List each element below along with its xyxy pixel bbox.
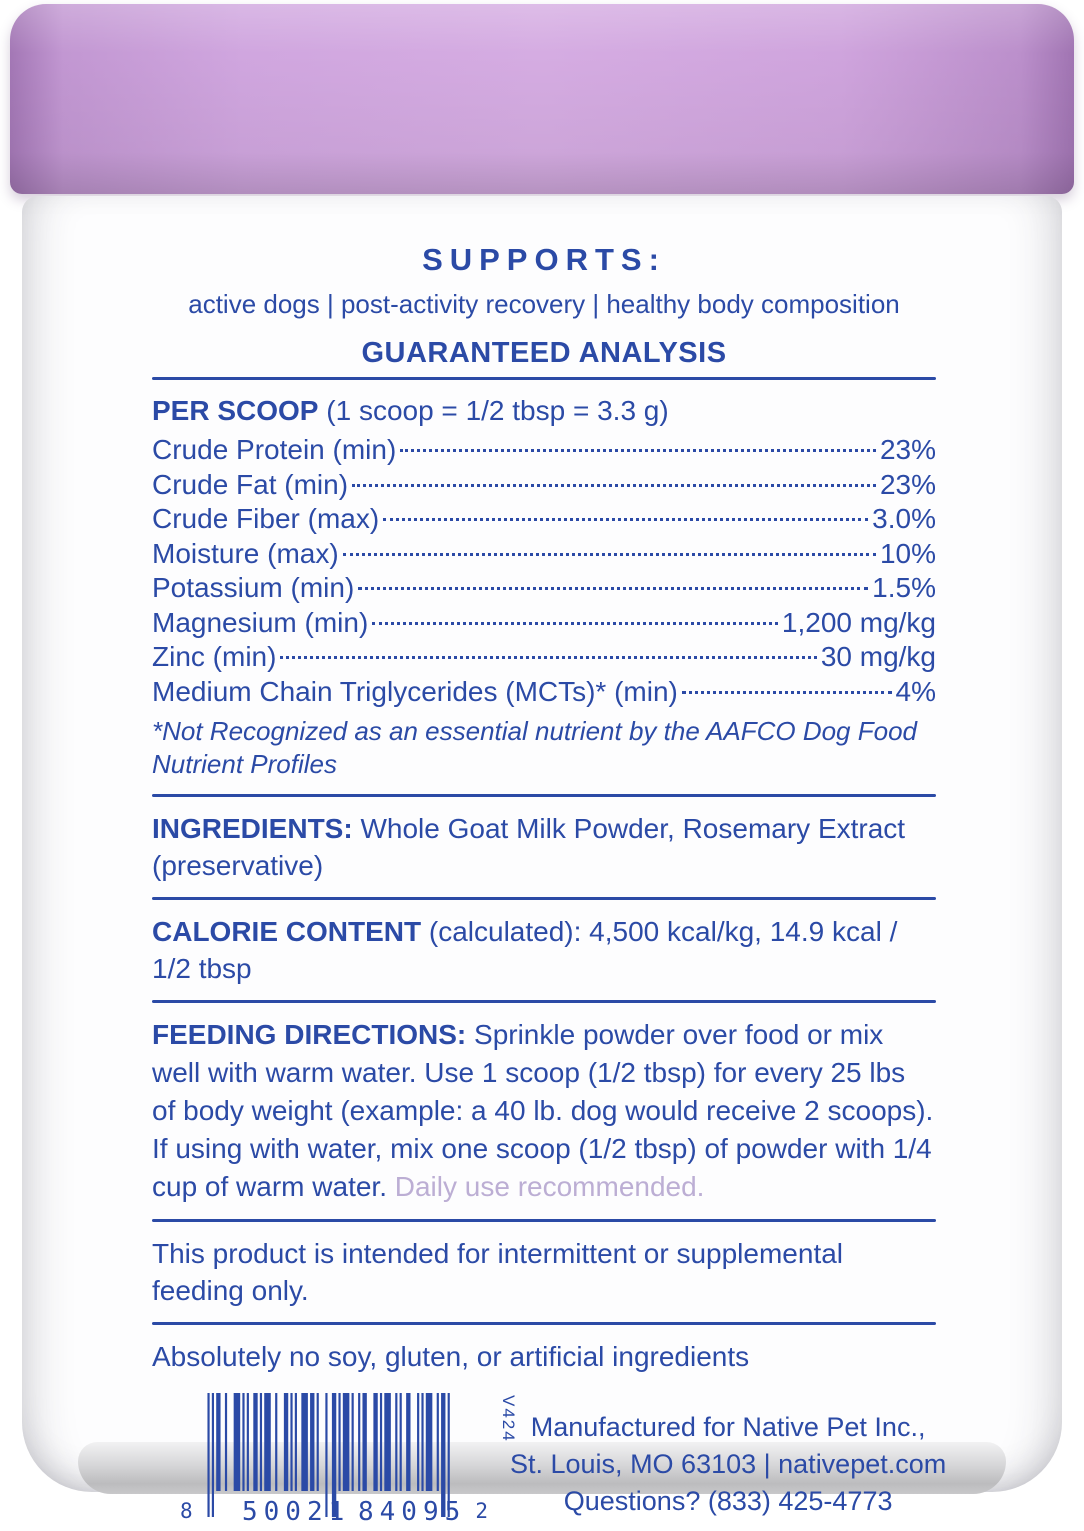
divider <box>152 897 936 900</box>
calorie-content-label: CALORIE CONTENT <box>152 916 422 947</box>
analysis-value: 3.0% <box>872 503 936 534</box>
can-lid <box>10 4 1074 194</box>
per-scoop-label: PER SCOOP <box>152 395 319 426</box>
manufacturer-line-1: Manufactured for Native Pet Inc., <box>530 1412 926 1442</box>
analysis-label: Crude Fat (min) <box>152 468 349 500</box>
dot-leader <box>343 553 876 556</box>
dot-leader <box>280 656 816 659</box>
divider <box>152 377 936 380</box>
barcode-right-digit: 2 <box>475 1499 488 1523</box>
analysis-value: 1.5% <box>872 572 936 603</box>
analysis-label: Crude Fiber (max) <box>152 503 380 534</box>
analysis-row <box>152 503 936 538</box>
daily-use-note: Daily use recommended. <box>394 1171 705 1202</box>
dot-leader <box>682 691 892 694</box>
ingredients-text: Whole Goat Milk Powder, Rosemary Extract (preservative) <box>152 813 906 881</box>
bottom-row <box>152 1393 947 1531</box>
barcode-group-1: 50021 <box>242 1497 351 1527</box>
analysis-label: Zinc (min) <box>152 641 277 672</box>
analysis-row <box>152 469 936 504</box>
analysis-value: 10% <box>879 537 936 569</box>
dot-leader <box>372 622 778 625</box>
per-scoop-detail: (1 scoop = 1/2 tbsp = 3.3 g) <box>318 395 669 426</box>
manufacturer-info <box>510 1409 946 1520</box>
analysis-row <box>152 676 936 711</box>
intermittent-feeding-disclaimer: This product is intended for intermittent or supplemental feeding only. <box>152 1238 844 1306</box>
analysis-row <box>152 434 936 469</box>
dot-leader <box>352 484 876 487</box>
manufacturer-line-3: Questions? (833) 425-4773 <box>563 1486 893 1516</box>
calorie-content-section <box>152 913 936 987</box>
upc-barcode <box>180 1393 518 1531</box>
dot-leader <box>400 449 876 452</box>
ingredients-section <box>152 810 936 884</box>
barcode-left-digit: 8 <box>180 1499 193 1523</box>
analysis-row <box>152 572 936 607</box>
supports-subtitle: active dogs | post-activity recovery | healthy body composition <box>188 289 900 319</box>
analysis-row <box>152 641 936 676</box>
divider <box>152 1219 936 1222</box>
feeding-directions-section <box>152 1016 936 1206</box>
label-content <box>22 196 1062 1531</box>
feeding-directions-text: Sprinkle powder over food or mix well with warm water. Use 1 scoop (1/2 tbsp) for every 25 lbs of body weight (example: a 40 lb. dog would receive 2 scoops). If using with water, mix one scoop (1/2 tbsp) of powder with 1/4 cup of warm water. <box>152 1019 934 1202</box>
divider <box>152 1000 936 1003</box>
aafco-footnote: *Not Recognized as an essential nutrient by the AAFCO Dog Food Nutrient Profiles <box>152 716 918 779</box>
analysis-label: Potassium (min) <box>152 572 355 603</box>
divider <box>152 794 936 797</box>
analysis-value: 23% <box>879 468 936 500</box>
analysis-label: Magnesium (min) <box>152 606 369 638</box>
analysis-value: 23% <box>879 434 936 465</box>
analysis-value: 4% <box>895 675 936 707</box>
manufacturer-line-2: St. Louis, MO 63103 | nativepet.com <box>510 1449 947 1479</box>
analysis-row <box>152 538 936 573</box>
analysis-label: Crude Protein (min) <box>152 434 397 465</box>
dot-leader <box>358 587 868 590</box>
analysis-table <box>152 434 936 710</box>
ingredients-label: INGREDIENTS: <box>152 813 353 844</box>
analysis-label: Medium Chain Triglycerides (MCTs)* (min) <box>152 675 678 707</box>
calorie-content-text: (calculated): 4,500 kcal/kg, 14.9 kcal / 1/2 tbsp <box>152 916 898 984</box>
barcode-group-2: 84095 <box>358 1497 467 1527</box>
supports-heading: SUPPORTS: <box>422 242 666 277</box>
analysis-value: 30 mg/kg <box>820 641 936 672</box>
dot-leader <box>383 518 868 521</box>
no-artificial-claim: Absolutely no soy, gluten, or artificial ingredients <box>152 1341 750 1372</box>
analysis-value: 1,200 mg/kg <box>781 606 936 638</box>
analysis-label: Moisture (max) <box>152 537 339 569</box>
divider <box>152 1322 936 1325</box>
guaranteed-analysis-heading: GUARANTEED ANALYSIS <box>361 337 727 369</box>
per-scoop-line <box>152 395 936 427</box>
feeding-directions-label: FEEDING DIRECTIONS: <box>152 1019 467 1050</box>
analysis-row <box>152 607 936 642</box>
barcode-version-code: V424 <box>499 1395 518 1443</box>
